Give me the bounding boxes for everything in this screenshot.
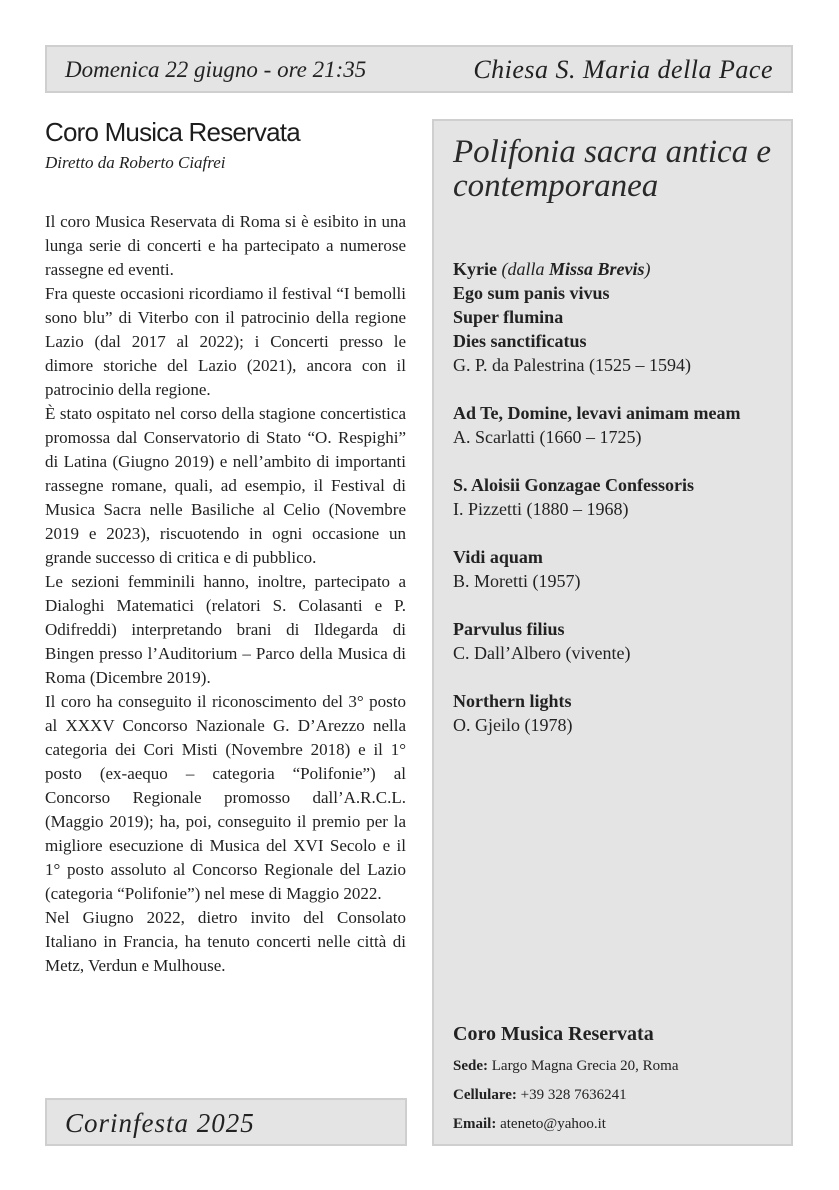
contact-block [453,1023,783,1145]
festival-name: Corinfesta 2025 [65,1108,255,1138]
piece-title: Super flumina [453,307,564,327]
contact-choir-name: Coro Musica Reservata [453,1023,654,1045]
program-item [453,689,788,737]
choir-title: Coro Musica Reservata [45,117,300,147]
piece-title: Ad Te, Domine, levavi animam meam [453,403,741,423]
event-venue: Chiesa S. Maria della Pace [473,55,773,84]
bio-paragraph: Il coro Musica Reservata di Roma si è esibito in una lunga serie di concerti e ha partecipato a numerose rassegne ed eventi. [45,212,406,279]
choir-biography [45,210,406,978]
bio-paragraph: Fra queste occasioni ricordiamo il festival “I bemolli sono blu” di Viterbo con il patrocinio della regione Lazio (dal 2017 al 2022); i Concerti presso le dimore storiche del Lazio (2021), ancora con il patrocinio della regione. [45,284,406,399]
piece-title: S. Aloisii Gonzagae Confessoris [453,475,695,495]
program-title: Polifonia sacra antica e contemporanea [453,134,772,204]
event-date: Domenica 22 giugno - ore 21:35 [65,57,367,82]
email-value: ateneto@yahoo.it [500,1116,606,1132]
contact-phone [453,1087,783,1104]
contact-address [453,1058,783,1075]
bio-paragraph: Il coro ha conseguito il riconoscimento del 3° posto al XXXV Concorso Nazionale G. D’Arezzo nella categoria dei Cori Misti (Novembre 2018) e il 1° posto (ex-aequo – categoria “Polifonie”) al Concorso Regionale promosso dall’A.R.C.L. (Maggio 2019); ha, poi, conseguito il premio per la migliore esecuzione di Musica del XVI Secolo e il 1° posto assoluto al Concorso Regionale del Lazio (categoria “Polifonie”) nel mese di Maggio 2022. [45,692,406,903]
piece-title: Northern lights [453,691,572,711]
kyrie-note-close: ) [644,259,651,279]
piece-title: Dies sanctificatus [453,331,587,351]
address-value: Largo Magna Grecia 20, Roma [491,1058,679,1074]
piece-composer: I. Pizzetti (1880 – 1968) [453,499,629,519]
program-item [453,545,788,593]
piece-title: Parvulus filius [453,619,565,639]
kyrie-note [501,259,650,279]
bio-paragraph: Nel Giugno 2022, dietro invito del Consolato Italiano in Francia, ha tenuto concerti nelle città di Metz, Verdun e Mulhouse. [45,908,406,975]
piece-composer: B. Moretti (1957) [453,571,581,591]
kyrie-note-work: Missa Brevis [548,259,645,279]
piece-composer: O. Gjeilo (1978) [453,715,573,735]
piece-title [453,257,788,281]
address-label: Sede: [453,1058,488,1074]
kyrie-note-open: (dalla [501,259,549,279]
festival-footer-bar [45,1098,407,1146]
contact-email [453,1116,783,1133]
piece-composer: G. P. da Palestrina (1525 – 1594) [453,355,691,375]
choir-director: Diretto da Roberto Ciafrei [45,153,226,172]
program-list [453,257,788,761]
email-label: Email: [453,1116,497,1132]
bio-paragraph: È stato ospitato nel corso della stagione concertistica promossa dal Conservatorio di Stato “O. Respighi” di Latina (Giugno 2019) e nell’ambito di importanti rassegne romane, quali, ad esempio, il Festival di Musica Sacra nelle Basiliche al Celio (Novembre 2019 e 2023), riscuotendo in ogni occasione un grande successo di critica e di pubblico. [45,404,406,567]
bio-paragraph: Le sezioni femminili hanno, inoltre, partecipato a Dialoghi Matematici (relatori S. Colasanti e P. Odifreddi) interpretando brani di Ildegarda di Bingen presso l’Auditorium – Parco della Musica di Roma (Dicembre 2019). [45,572,406,687]
program-item-palestrina [453,257,788,377]
kyrie-title: Kyrie [453,259,497,279]
phone-value: +39 328 7636241 [520,1087,627,1103]
program-panel [432,119,793,1146]
piece-title: Vidi aquam [453,547,543,567]
phone-label: Cellulare: [453,1087,517,1103]
piece-composer: A. Scarlatti (1660 – 1725) [453,427,642,447]
program-item [453,473,788,521]
event-header-bar [45,45,793,93]
piece-composer: C. Dall’Albero (vivente) [453,643,631,663]
program-item [453,401,788,449]
program-item [453,617,788,665]
piece-title: Ego sum panis vivus [453,283,610,303]
